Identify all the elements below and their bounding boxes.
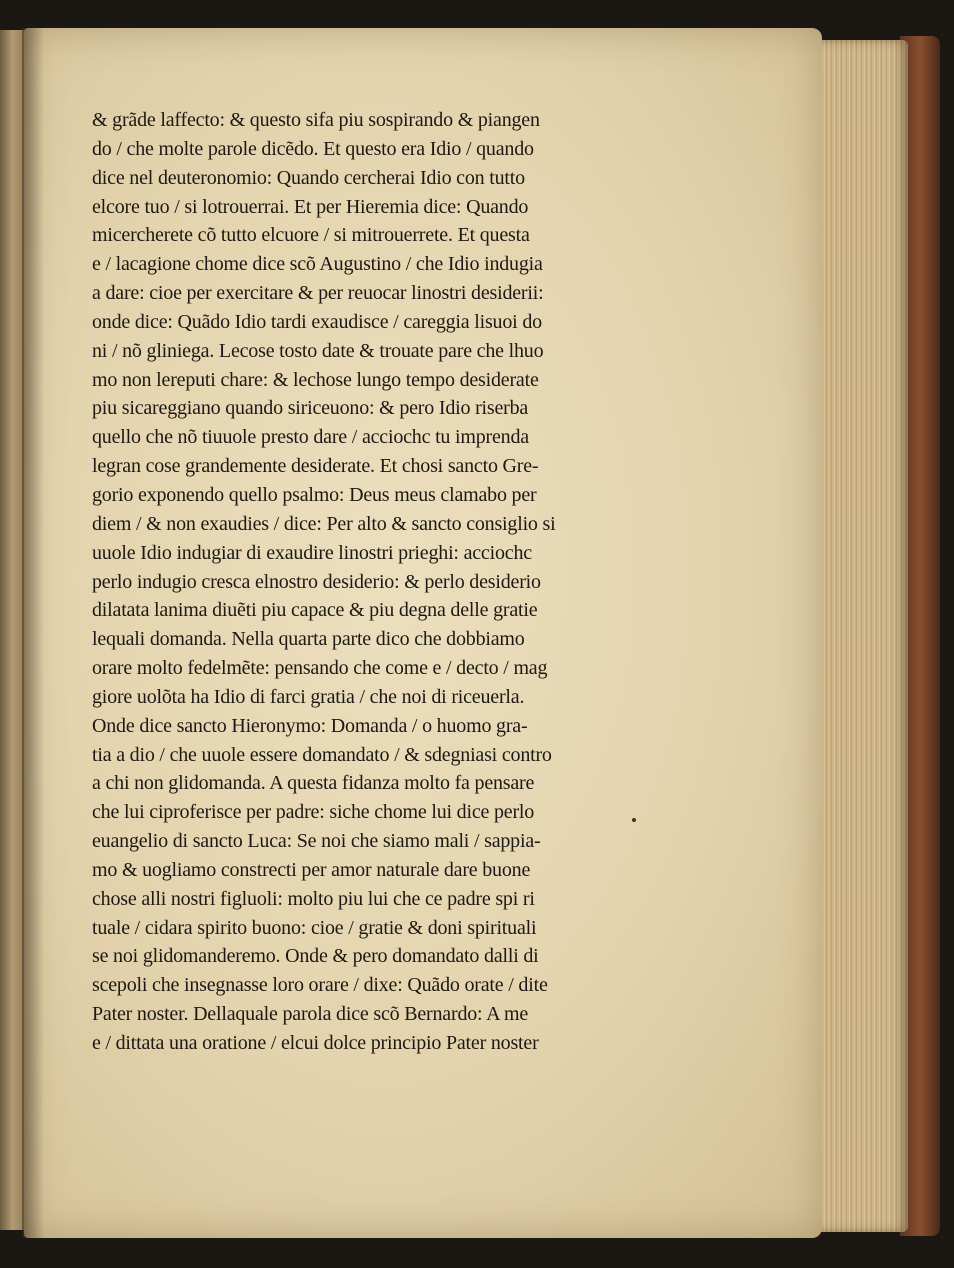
text-line: tuale / cidara spirito buono: cioe / gratie & doni spirituali (92, 916, 537, 939)
text-line: e / lacagione chome dice scõ Augustino / che Idio indugia (92, 253, 543, 276)
text-line: se noi glidomanderemo. Onde & pero domandato dalli di (92, 945, 539, 968)
text-line: piu sicareggiano quando siriceuono: & pero Idio riserba (92, 397, 529, 420)
text-line: chose alli nostri figluoli: molto piu lui che ce padre spi ri (92, 887, 535, 910)
text-line: giore uolõta ha Idio di farci gratia / che noi di riceuerla. (92, 685, 525, 708)
text-line: & grãde laffecto: & questo sifa piu sospirando & piangen (92, 109, 540, 131)
text-line: tia a dio / che uuole essere domandato / & sdegniasi contro (92, 743, 552, 766)
text-line: Pater noster. Dellaquale parola dice scõ Bernardo: A me (92, 1003, 529, 1026)
text-line: gorio exponendo quello psalmo: Deus meus clamabo per (92, 483, 537, 506)
text-line: legran cose grandemente desiderate. Et chosi sancto Gre- (92, 455, 539, 478)
text-line: lequali domanda. Nella quarta parte dico che dobbiamo (92, 628, 525, 651)
text-line: micercherete cõ tutto elcuore / si mitrouerrete. Et questa (92, 224, 530, 247)
text-line: perlo indugio cresca elnostro desiderio: & perlo desiderio (92, 570, 541, 593)
text-line: che lui ciproferisce per padre: siche chome lui dice perlo (92, 801, 535, 824)
text-line: quello che nõ tiuuole presto dare / acciochc tu imprenda (92, 426, 529, 449)
text-line: dice nel deuteronomio: Quando cercherai Idio con tutto (92, 166, 525, 189)
text-line: mo non lereputi chare: & lechose lungo tempo desiderate (92, 368, 539, 391)
text-line: uuole Idio indugiar di exaudire linostri prieghi: acciochc (92, 541, 532, 564)
text-line: dilatata lanima diuẽti piu capace & piu degna delle gratie (92, 599, 538, 622)
ink-speck (632, 818, 636, 822)
text-line: euangelio di sancto Luca: Se noi che siamo mali / sappia- (92, 830, 541, 853)
text-line: Onde dice sancto Hieronymo: Domanda / o huomo gra- (92, 714, 528, 737)
text-line: ni / nõ gliniega. Lecose tosto date & trouate pare che lhuo (92, 339, 544, 362)
text-line: e / dittata una oratione / elcui dolce principio Pater noster (92, 1032, 539, 1054)
text-line: mo & uogliamo constrecti per amor naturale dare buone (92, 858, 531, 881)
text-line: onde dice: Quãdo Idio tardi exaudisce / careggia lisuoi do (92, 310, 542, 333)
text-line: orare molto fedelmẽte: pensando che come e / decto / mag (92, 657, 548, 680)
text-line: a dare: cioe per exercitare & per reuocar linostri desiderii: (92, 282, 544, 305)
text-line: scepoli che insegnasse loro orare / dixe: Quãdo orate / dite (92, 974, 548, 997)
text-block (92, 106, 632, 1058)
text-line: a chi non glidomanda. A questa fidanza molto fa pensare (92, 772, 535, 795)
text-line: do / che molte parole dicẽdo. Et questo era Idio / quando (92, 137, 534, 160)
page-stack-edges (818, 40, 908, 1232)
text-line: elcore tuo / si lotrouerrai. Et per Hieremia dice: Quando (92, 195, 529, 218)
text-line: diem / & non exaudies / dice: Per alto & sancto consiglio si (92, 512, 556, 535)
book-gutter (22, 28, 44, 1238)
